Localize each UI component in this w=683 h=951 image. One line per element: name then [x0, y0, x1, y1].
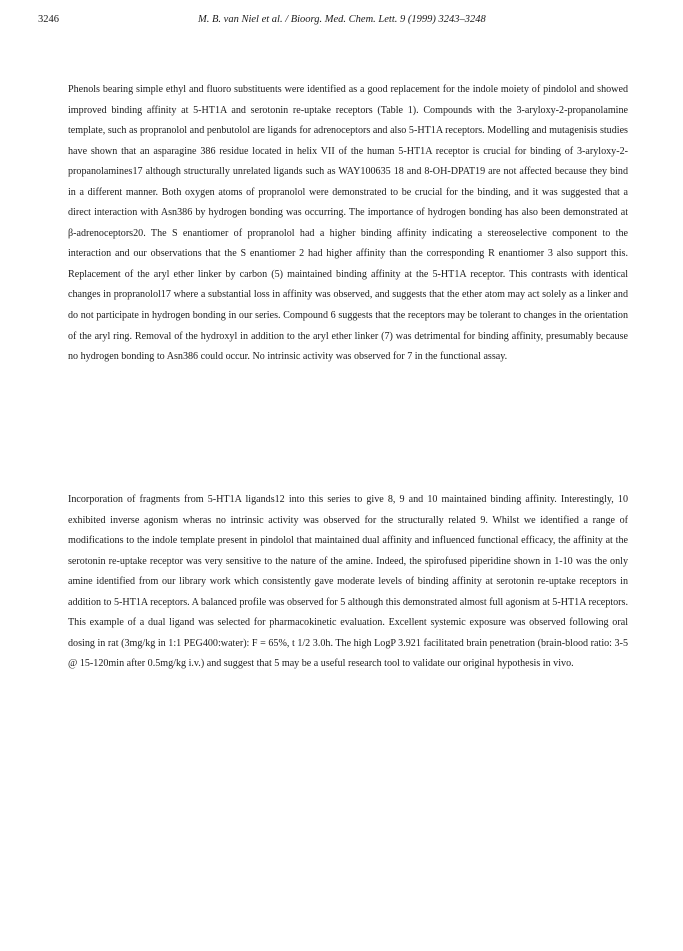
page-number: 3246 [38, 14, 59, 25]
running-title: M. B. van Niel et al. / Bioorg. Med. Chem. Lett. 9 (1999) 3243–3248 [198, 14, 486, 25]
paragraph-text: Incorporation of fragments from 5-HT1A ligands12 into this series to give 8, 9 and 10 maintained binding affinity. Interestingly, 10 exhibited inverse agonism wheras no intrinsic activity was observed for the structurally related 9. Whilst we identified a range of modifications to the indole template present in pindolol that maintained dual affinity and influenced functional efficacy, the affinity at the serotonin re-uptake receptor was very sensitive to the nature of the amine. Indeed, the spirofused piperidine shown in 1-10 was the only amine identified from our library work which consistently gave moderate levels of binding affinity at serotonin re-uptake receptors in addition to 5-HT1A receptors. A balanced profile was observed for 5 although this demonstrated almost full agonism at 5-HT1A receptors. This example of a dual ligand was selected for pharmacokinetic evaluation. Excellent systemic exposure was observed following oral dosing in rat (3mg/kg in 1:1 PEG400:water): F = 65%, t 1/2 3.0h. The high LogP 3.921 facilitated brain penetration (brain-blood ratio: 3-5 @ 15-120min after 0.5mg/kg i.v.) and suggest that 5 may be a useful research tool to validate our original hypothesis in vivo. [68, 494, 628, 670]
page-header [38, 14, 648, 30]
body-paragraph-2 [68, 490, 628, 675]
body-paragraph-1 [68, 80, 628, 368]
paragraph-text: Phenols bearing simple ethyl and fluoro substituents were identified as a good replacement for the indole moiety of pindolol and showed improved binding affinity at 5-HT1A and serotonin re-uptake receptors (Table 1). Compounds with the 3-aryloxy-2-propanolamine template, such as propranolol and penbutolol are ligands for adrenoceptors and also 5-HT1A receptors. Modelling and mutagenisis studies have shown that an asparagine 386 residue located in helix VII of the human 5-HT1A receptor is crucial for binding of 3-aryloxy-2-propanolamines17 although structurally unrelated ligands such as WAY100635 18 and 8-OH-DPAT19 are not affected because they bind in a different manner. Both oxygen atoms of propranolol were demonstrated to be crucial for the binding, and it was suggested that a direct interaction with Asn386 by hydrogen bonding was occurring. The importance of hydrogen bonding has also been demonstrated at β-adrenoceptors20. The S enantiomer of propranolol had a higher binding affinity indicating a stereoselective component to the interaction and our observations that the S enantiomer 2 had higher affinity than the corresponding R enantiomer 3 also support this. Replacement of the aryl ether linker by carbon (5) maintained binding affinity at the 5-HT1A receptor. This contrasts with identical changes in propranolol17 where a substantial loss in affinity was observed, and suggests that the ether atom may act solely as a linker and do not participate in hydrogen bonding in our series. Compound 6 suggests that the receptors may be tolerant to changes in the orientation of the aryl ring. Removal of the hydroxyl in addition to the aryl ether linker (7) was detrimental for binding affinity, presumably because no hydrogen bonding to Asn386 could occur. No intrinsic activity was observed for 7 in the functional assay. [68, 84, 628, 363]
